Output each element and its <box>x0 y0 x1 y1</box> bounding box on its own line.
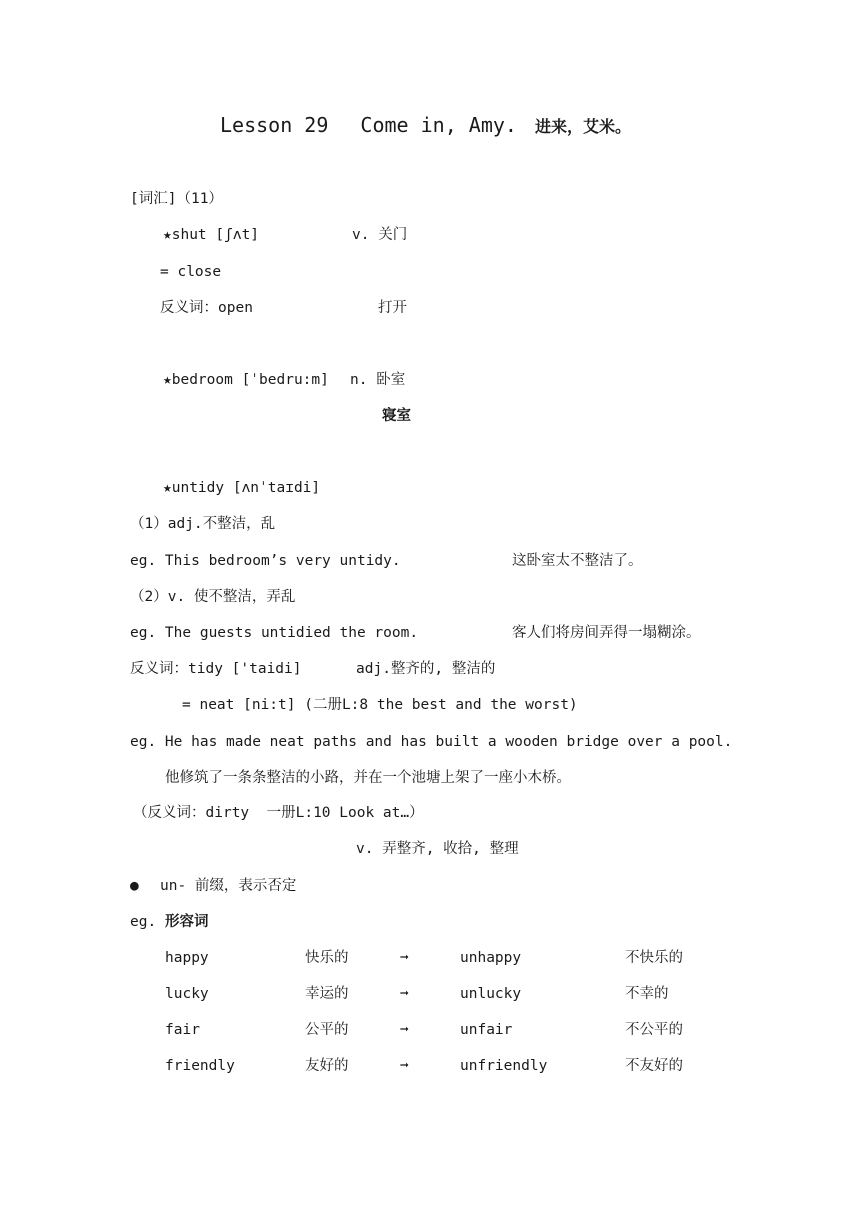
adj-word: happy <box>165 950 209 966</box>
adj-word: friendly <box>165 1058 235 1074</box>
tidy-verb-meaning: v. 弄整齐, 收拾, 整理 <box>356 841 519 857</box>
neg-adj-meaning: 不公平的 <box>625 1022 683 1038</box>
untidy-example-1-translation: 这卧室太不整洁了。 <box>512 553 643 569</box>
section-heading: [词汇]（11） <box>130 191 223 207</box>
neg-adj-word: unfriendly <box>460 1058 548 1074</box>
neg-adj-meaning: 不幸的 <box>625 986 669 1002</box>
neat-synonym: = neat [ni:t] (二册L:8 the best and the worst) <box>182 697 578 713</box>
untidy-sense-2: （2）v. 使不整洁，弄乱 <box>130 589 296 605</box>
arrow-icon: ➞ <box>400 1058 409 1074</box>
neg-adj-word: unhappy <box>460 950 522 966</box>
untidy-example-1: eg. This bedroom’s very untidy. <box>130 553 401 569</box>
adj-meaning: 快乐的 <box>305 950 349 966</box>
prefix-eg-label: eg. <box>130 914 157 930</box>
vocab-entry-shut: ★shut [ʃʌt] <box>163 227 260 243</box>
vocab-meaning-bedroom-2: 寝室 <box>382 408 411 424</box>
vocab-meaning-shut: v. 关门 <box>352 227 408 243</box>
lesson-title-chinese: 进来，艾米。 <box>535 117 632 136</box>
adj-word: lucky <box>165 986 209 1002</box>
prefix-eg-heading: 形容词 <box>165 914 209 930</box>
neg-adj-meaning: 不友好的 <box>625 1058 683 1074</box>
arrow-icon: ➞ <box>400 1022 409 1038</box>
untidy-antonym-meaning: adj.整齐的, 整洁的 <box>356 661 496 677</box>
arrow-icon: ➞ <box>400 950 409 966</box>
neat-example: eg. He has made neat paths and has built a wooden bridge over a pool. <box>130 734 733 750</box>
synonym-shut: = close <box>160 264 222 280</box>
bullet-icon: ● <box>130 878 139 894</box>
adj-word: fair <box>165 1022 200 1038</box>
neg-adj-word: unfair <box>460 1022 513 1038</box>
adj-meaning: 公平的 <box>305 1022 349 1038</box>
neg-adj-word: unlucky <box>460 986 522 1002</box>
adj-meaning: 幸运的 <box>305 986 349 1002</box>
vocab-entry-untidy: ★untidy [ʌnˈtaɪdi] <box>163 480 321 496</box>
neg-adj-meaning: 不快乐的 <box>625 950 683 966</box>
neat-antonym: （反义词：dirty 一册L:10 Look at…） <box>133 805 424 821</box>
vocab-meaning-bedroom: n. 卧室 <box>350 372 406 388</box>
lesson-title: Lesson 29 Come in, Amy. <box>220 113 517 137</box>
untidy-antonym: 反义词：tidy ['taidi] <box>130 661 302 677</box>
arrow-icon: ➞ <box>400 986 409 1002</box>
untidy-example-2-translation: 客人们将房间弄得一塌糊涂。 <box>512 625 701 641</box>
vocab-entry-bedroom: ★bedroom [ˈbedru:m] <box>163 372 329 388</box>
antonym-shut: 反义词：open <box>160 300 253 316</box>
prefix-description: un- 前缀，表示否定 <box>160 878 297 894</box>
antonym-shut-meaning: 打开 <box>378 300 407 316</box>
untidy-example-2: eg. The guests untidied the room. <box>130 625 419 641</box>
neat-example-translation: 他修筑了一条条整洁的小路，并在一个池塘上架了一座小木桥。 <box>165 770 571 786</box>
untidy-sense-1: （1）adj.不整洁，乱 <box>130 516 276 532</box>
adj-meaning: 友好的 <box>305 1058 349 1074</box>
